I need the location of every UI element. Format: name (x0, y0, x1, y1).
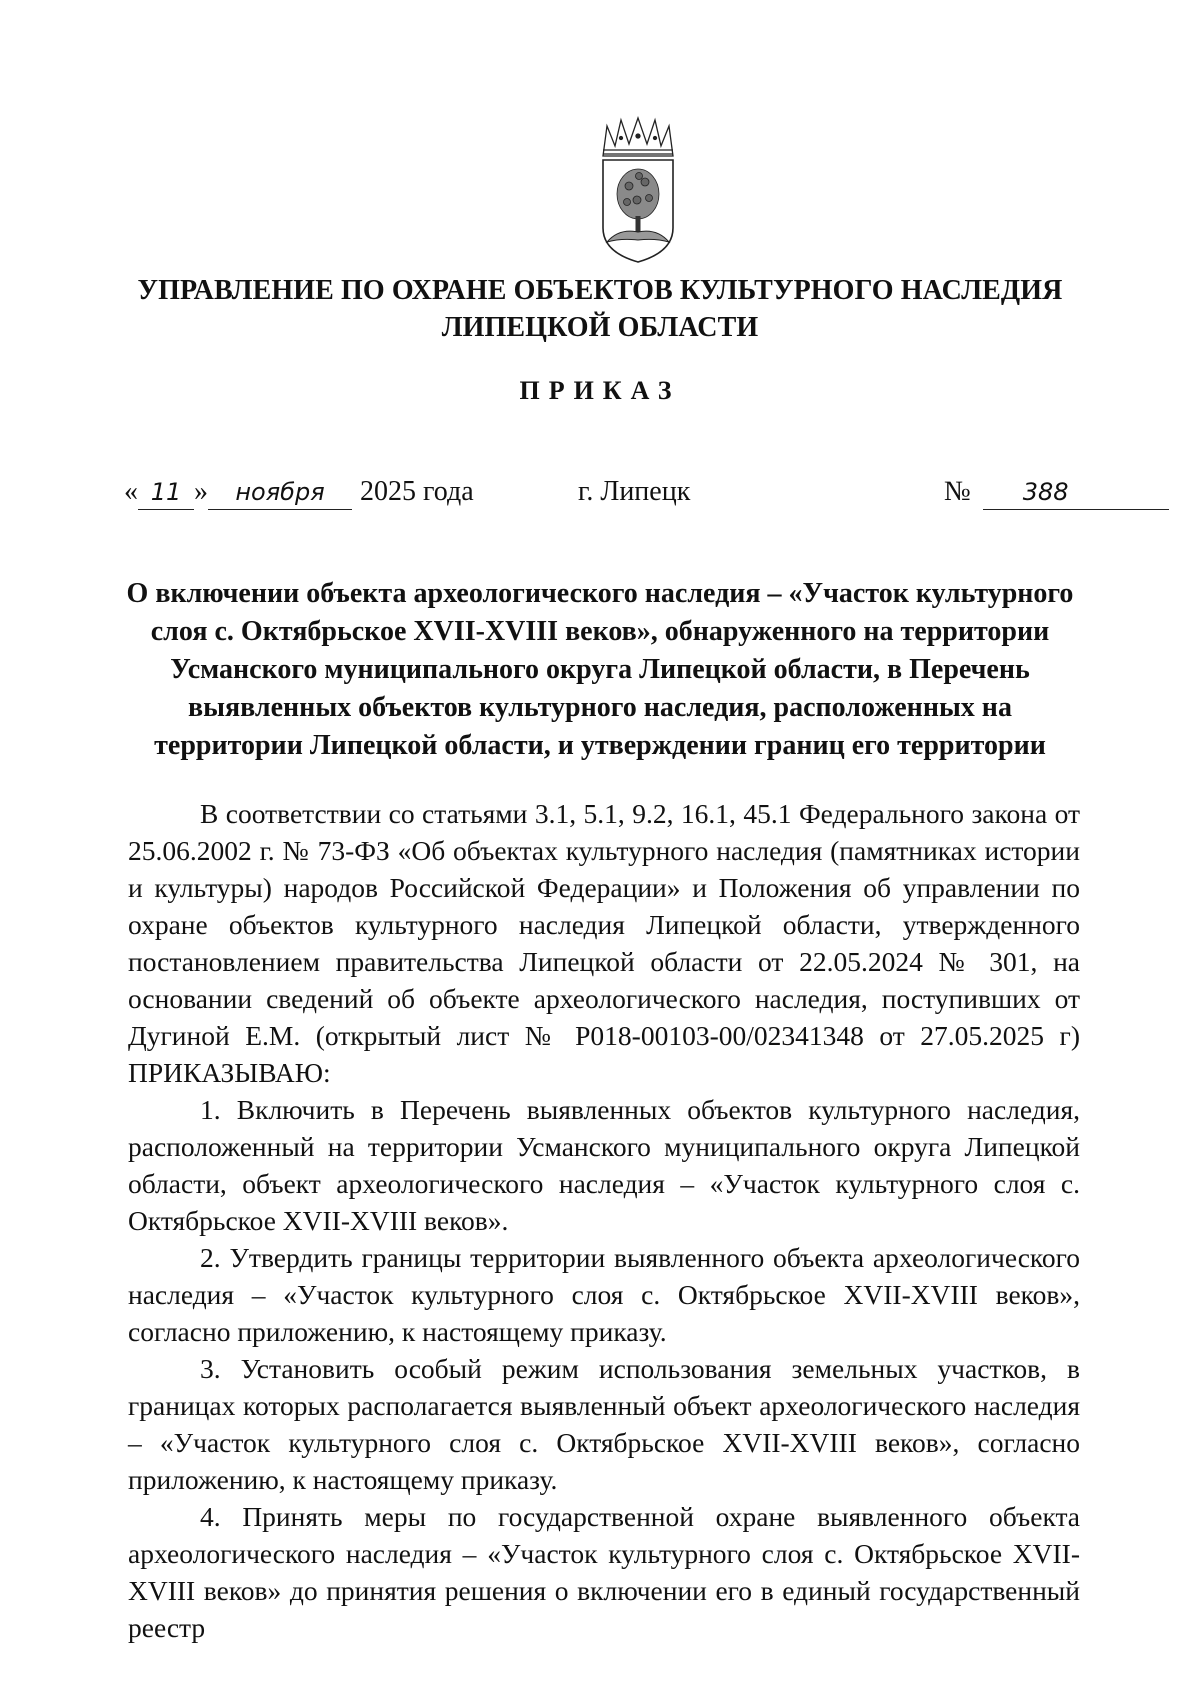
org-name-line-2: ЛИПЕЦКОЙ ОБЛАСТИ (441, 312, 759, 343)
order-subject: О включении объекта археологического наследия – «Участок культурного слоя с. Октябрьское XVII-XVIII веков», обнаруженного на территории Усманского муниципального округа Липецкой области, в Перечень выявленных объектов культурного наследия, расположенных на территории Липецкой области, и утверждении границ его территории (126, 578, 1074, 761)
organization-name (100, 272, 1100, 346)
number-value-handwritten: 388 (983, 475, 1169, 510)
date-month-handwritten: ноября (208, 475, 352, 510)
preamble-paragraph: В соответствии со статьями 3.1, 5.1, 9.2, 16.1, 45.1 Федерального закона от 25.06.2002 г. № 73-ФЗ «Об объектах культурного наследия (памятниках истории и культуры) народов Российской Федерации» и Положения об управлении по охране объектов культурного наследия Липецкой области, утвержденного постановлением правительства Липецкой области от 22.05.2024 № 301, на основании сведений об объекте археологического наследия, поступивших от Дугиной Е.М. (открытый лист № Р018-00103-00/02341348 от 27.05.2025 г) ПРИКАЗЫВАЮ: (128, 798, 1080, 1088)
number-label: № (944, 476, 971, 507)
document-number (944, 475, 1169, 510)
document-type-title: ПРИКАЗ (519, 376, 681, 405)
date-year: 2025 года (360, 476, 474, 507)
document-date (124, 475, 474, 510)
document-city: г. Липецк (578, 476, 691, 507)
org-name-line-1: УПРАВЛЕНИЕ ПО ОХРАНЕ ОБЪЕКТОВ КУЛЬТУРНОГО НАСЛЕДИЯ (137, 275, 1063, 306)
order-item-4: 4. Принять меры по государственной охране выявленного объекта археологического наследия – «Участок культурного слоя с. Октябрьское XVII-XVIII веков» до принятия решения о включении его в единый государственный реестр (128, 1501, 1080, 1643)
date-open-quote: « (124, 476, 138, 507)
date-close-quote: » (194, 476, 208, 507)
order-body (128, 795, 1080, 1646)
coat-of-arms-icon (599, 116, 677, 266)
order-item-2: 2. Утвердить границы территории выявленного объекта археологического наследия – «Участок культурного слоя с. Октябрьское XVII-XVIII веков», согласно приложению, к настоящему приказу. (128, 1242, 1080, 1347)
order-item-1: 1. Включить в Перечень выявленных объектов культурного наследия, расположенный на территории Усманского муниципального округа Липецкой области, объект археологического наследия – «Участок культурного слоя с. Октябрьское XVII-XVIII веков». (128, 1094, 1080, 1236)
order-item-3: 3. Установить особый режим использования земельных участков, в границах которых располагается выявленный объект археологического наследия – «Участок культурного слоя с. Октябрьское XVII-XVIII веков», согласно приложению, к настоящему приказу. (128, 1353, 1080, 1495)
date-day-handwritten: 11 (138, 475, 194, 510)
